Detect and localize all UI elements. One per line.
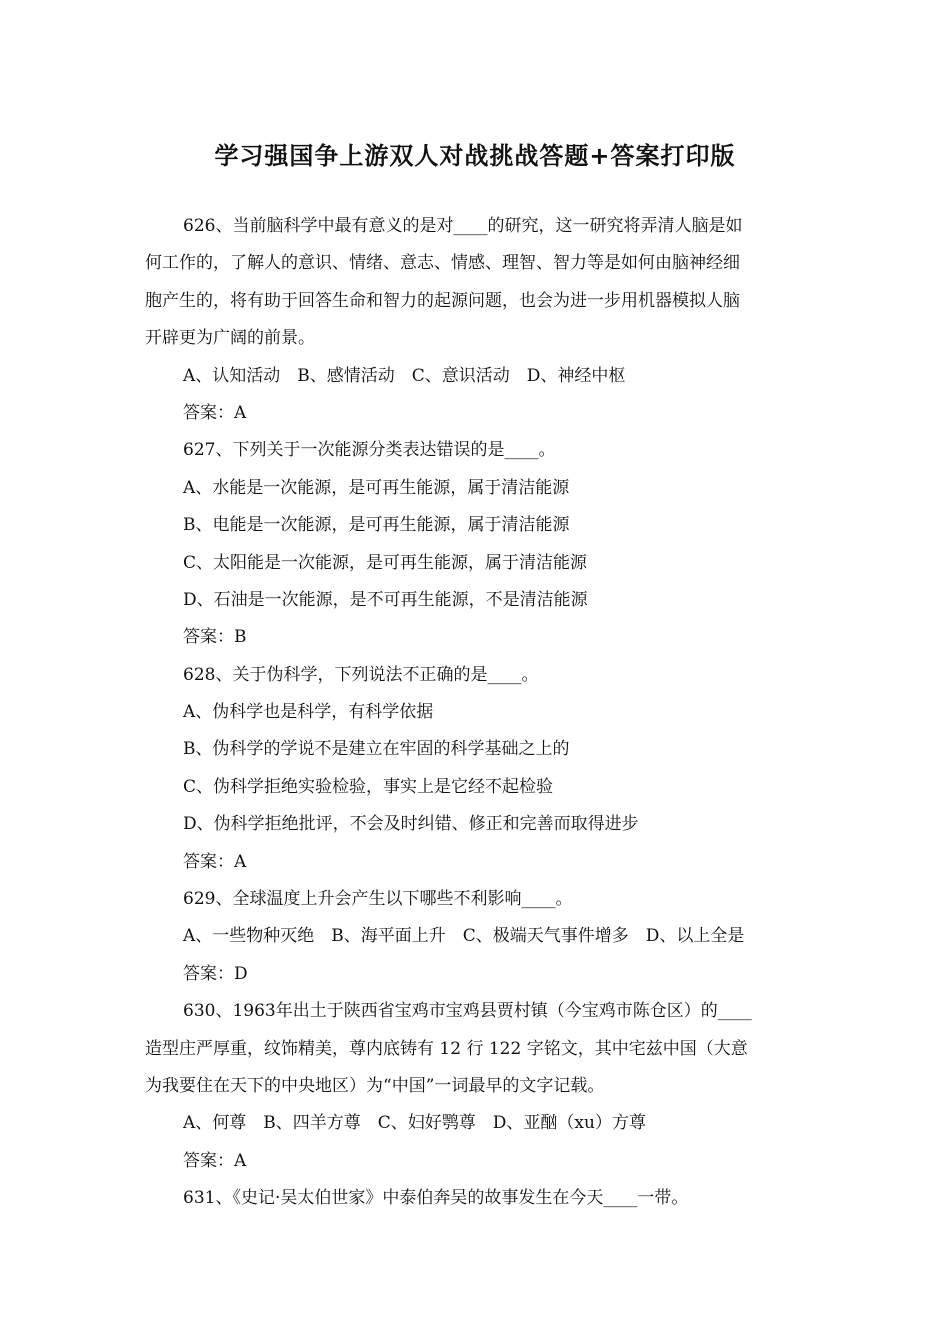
text-line: 为我要住在天下的中央地区）为“中国”一词最早的文字记载。 (145, 1075, 605, 1096)
text-line: 626、当前脑科学中最有意义的是对____的研究，这一研究将弄清人脑是如 (183, 216, 743, 236)
text-line: 629、全球温度上升会产生以下哪些不利影响____。 (183, 889, 573, 910)
text-line: C、伪科学拒绝实验检验，事实上是它经不起检验 (183, 776, 554, 797)
document-title: 学习强国争上游双人对战挑战答题+答案打印版 (214, 142, 736, 170)
text-line: A、水能是一次能源，是可再生能源，属于清洁能源 (183, 477, 570, 498)
text-line: C、太阳能是一次能源，是可再生能源，属于清洁能源 (183, 552, 588, 573)
text-line: A、何尊 B、四羊方尊 C、妇好鹗尊 D、亚酗（xu）方尊 (183, 1113, 646, 1134)
text-line: A、一些物种灭绝 B、海平面上升 C、极端天气事件增多 D、以上全是 (183, 926, 745, 947)
text-line: 何工作的，了解人的意识、情绪、意志、情感、理智、智力等是如何由脑神经细 (145, 253, 740, 274)
text-line: 630、1963年出土于陕西省宝鸡市宝鸡县贾村镇（今宝鸡市陈仓区）的____ (183, 1001, 752, 1022)
text-line: 答案：A (183, 402, 247, 423)
text-line: 答案：A (183, 1150, 247, 1171)
text-line: 631、《史记·吴太伯世家》中泰伯奔吴的故事发生在今天____一带。 (183, 1188, 689, 1209)
text-line: B、伪科学的学说不是建立在牢固的科学基础之上的 (183, 739, 570, 760)
text-line: A、伪科学也是科学，有科学依据 (183, 702, 434, 723)
text-line: 开辟更为广阔的前景。 (145, 328, 315, 349)
text-line: B、电能是一次能源，是可再生能源，属于清洁能源 (183, 515, 570, 536)
text-line: 答案：B (183, 627, 247, 648)
text-line: 答案：D (183, 963, 248, 984)
text-line: 627、下列关于一次能源分类表达错误的是____。 (183, 440, 556, 461)
text-line: A、认知活动 B、感情活动 C、意识活动 D、神经中枢 (183, 365, 626, 386)
text-line: 628、关于伪科学，下列说法不正确的是____。 (183, 664, 539, 685)
document-body (145, 208, 810, 1218)
text-line: D、伪科学拒绝批评，不会及时纠错、修正和完善而取得进步 (183, 814, 639, 835)
text-line: D、石油是一次能源，是不可再生能源，不是清洁能源 (183, 589, 588, 610)
text-line: 造型庄严厚重，纹饰精美，尊内底铸有 12 行 122 字铭文，其中宅兹中国（大意 (145, 1038, 748, 1059)
text-line: 答案：A (183, 851, 247, 872)
text-line: 胞产生的，将有助于回答生命和智力的起源问题，也会为进一步用机器模拟人脑 (145, 290, 740, 311)
